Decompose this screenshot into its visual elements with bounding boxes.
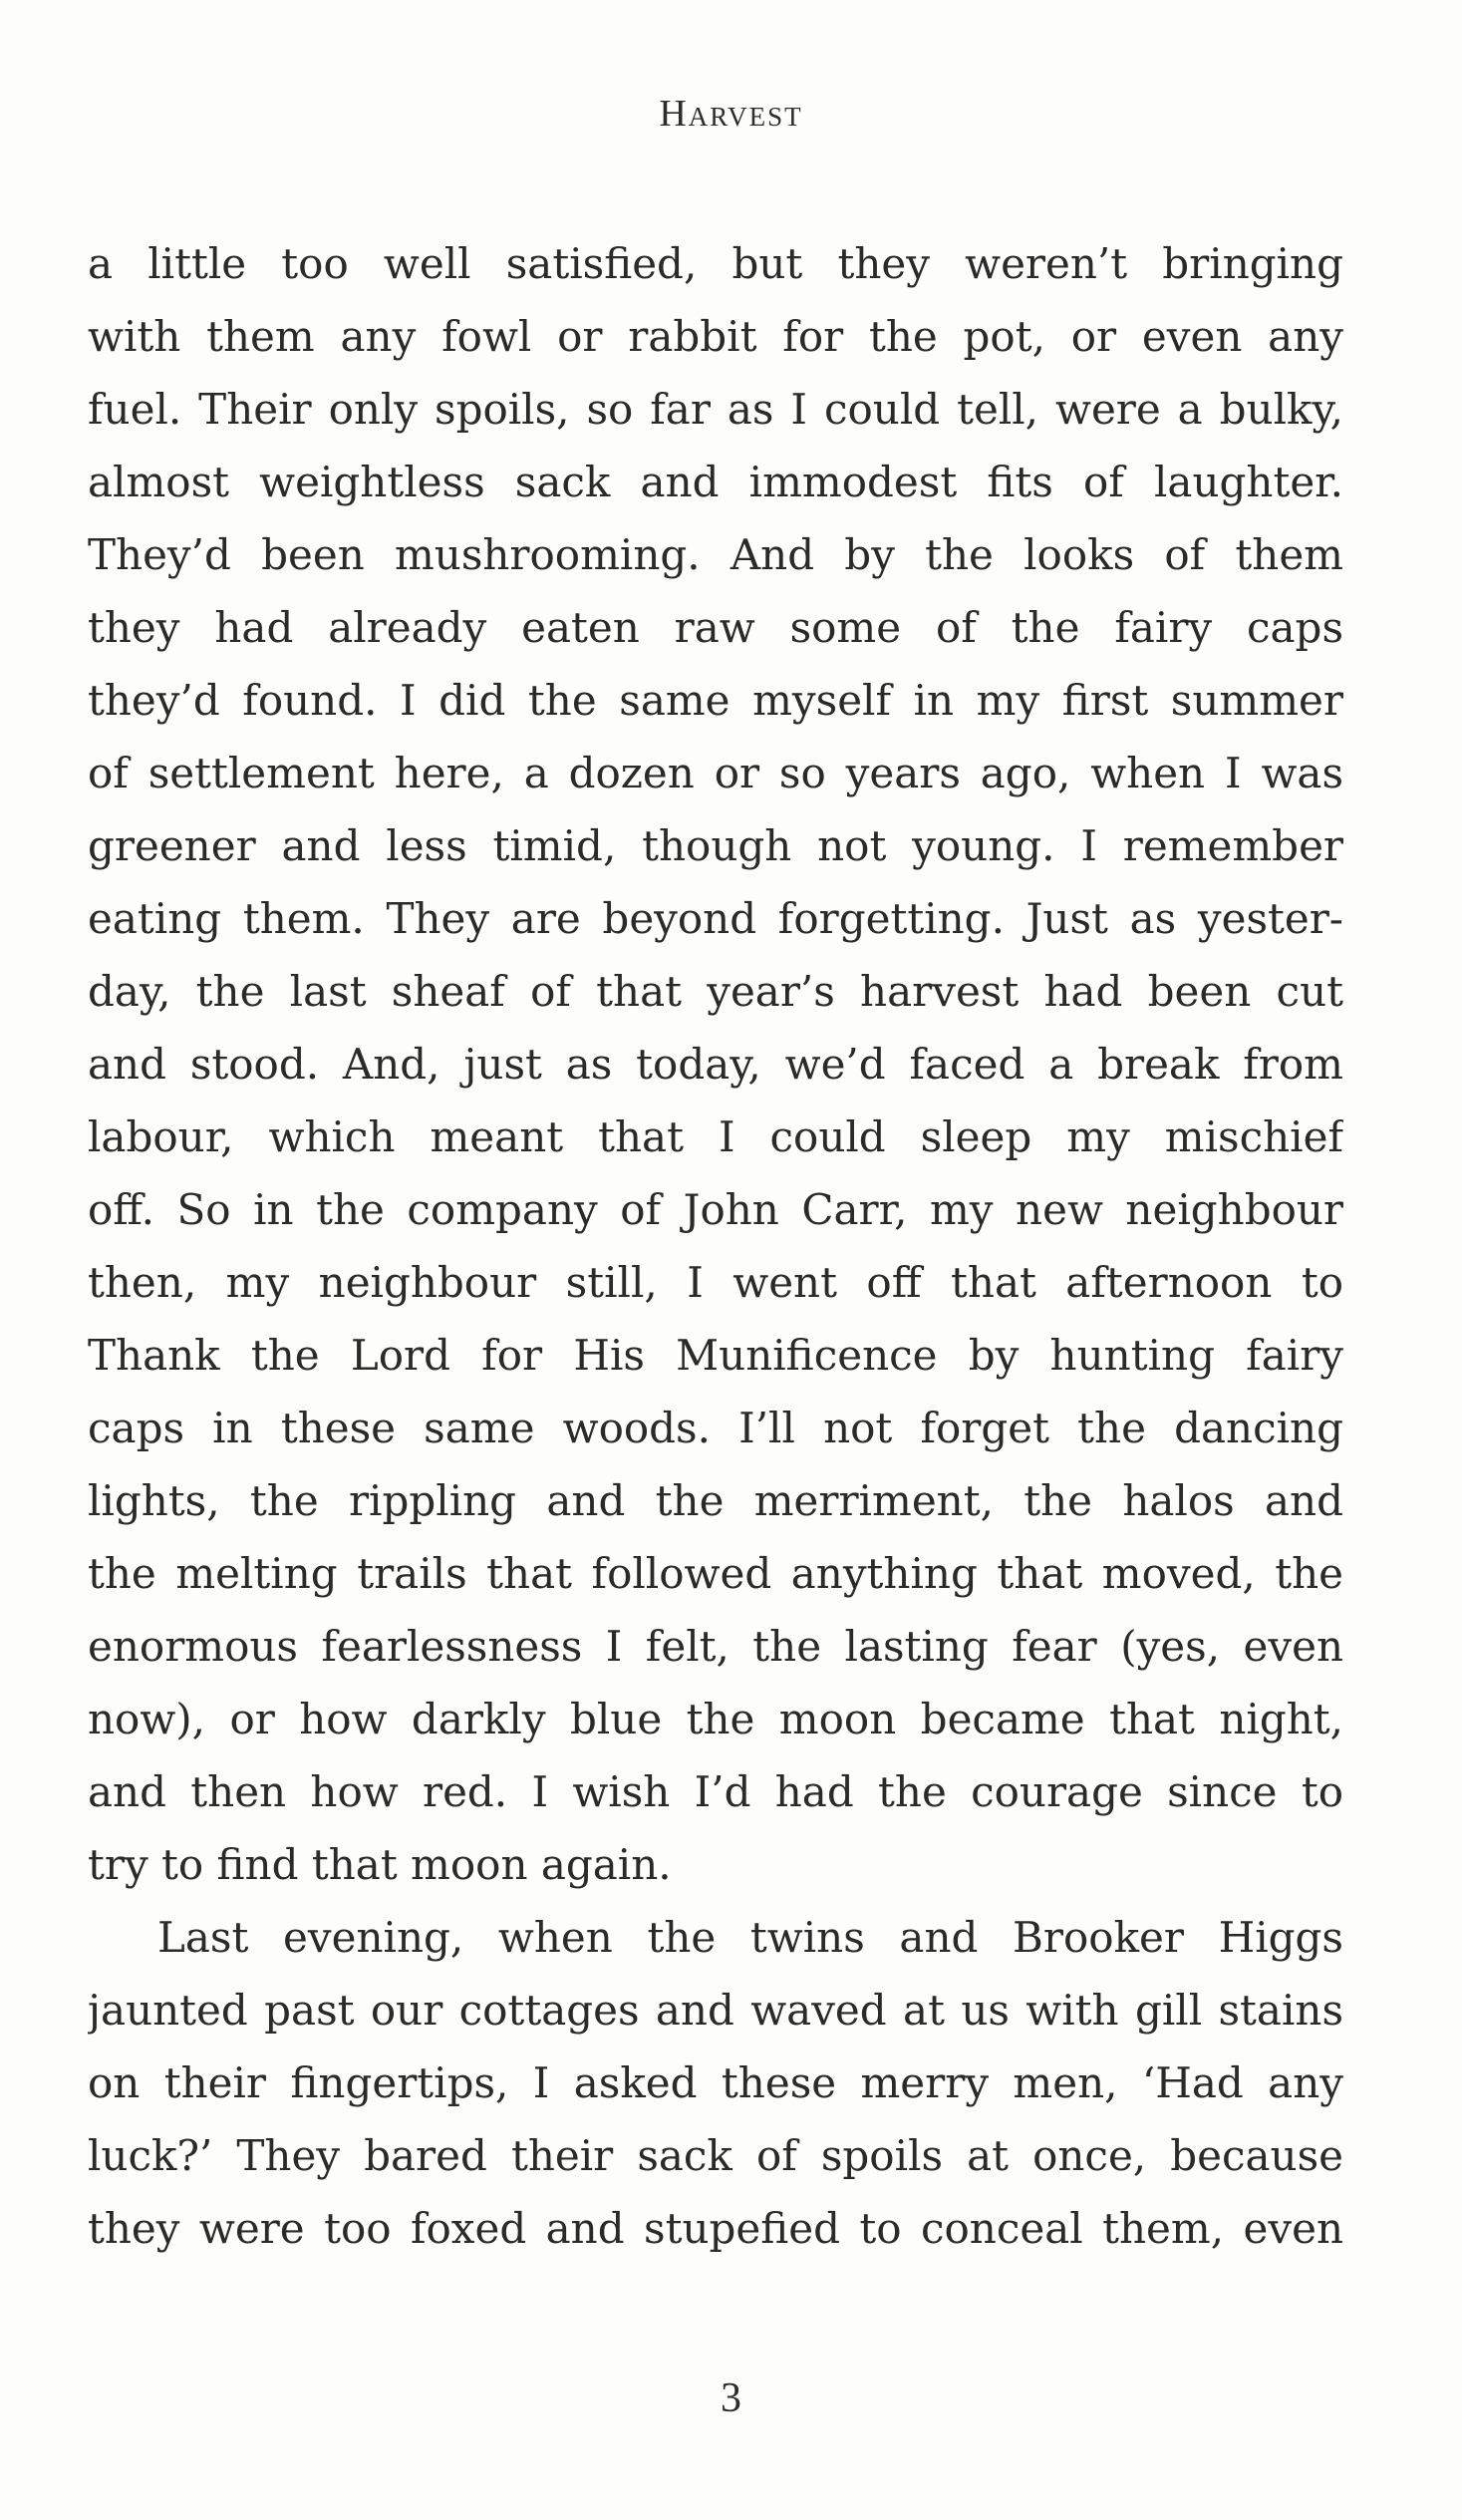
- text-line: eating them. They are beyond forgetting. Just as yester-: [88, 894, 1343, 943]
- text-line: Last evening, when the twins and Brooker Higgs: [157, 1913, 1343, 1962]
- text-line: Thank the Lord for His Munificence by hunting fairy: [88, 1331, 1343, 1380]
- text-line: of settlement here, a dozen or so years ago, when I was: [88, 749, 1343, 797]
- text-line: the melting trails that followed anything that moved, the: [88, 1549, 1343, 1598]
- text-line: luck?’ They bared their sack of spoils at once, because: [88, 2131, 1343, 2180]
- running-header: Harvest: [659, 93, 803, 135]
- text-line: they’d found. I did the same myself in my first summer: [88, 676, 1343, 725]
- text-line: on their fingertips, I asked these merry men, ‘Had any: [88, 2058, 1343, 2107]
- text-line: now), or how darkly blue the moon became that night,: [88, 1695, 1343, 1743]
- text-line: day, the last sheaf of that year’s harvest had been cut: [88, 967, 1343, 1016]
- text-line: fuel. Their only spoils, so far as I could tell, were a bulky,: [88, 385, 1343, 434]
- text-line: lights, the rippling and the merriment, the halos and: [88, 1476, 1343, 1525]
- text-line: then, my neighbour still, I went off that afternoon to: [88, 1258, 1343, 1307]
- text-line: jaunted past our cottages and waved at us with gill stains: [88, 1986, 1343, 2035]
- text-line: labour, which meant that I could sleep my mischief: [88, 1112, 1343, 1161]
- text-line: almost weightless sack and immodest fits of laughter.: [88, 458, 1343, 506]
- text-line: They’d been mushrooming. And by the looks of them: [88, 530, 1343, 579]
- text-line: and stood. And, just as today, we’d faced a break from: [88, 1040, 1343, 1089]
- text-line: they had already eaten raw some of the fairy caps: [88, 603, 1343, 652]
- text-line: a little too well satisfied, but they weren’t bringing: [88, 239, 1343, 288]
- text-line: with them any fowl or rabbit for the pot, or even any: [88, 312, 1343, 361]
- text-line: and then how red. I wish I’d had the courage since to: [88, 1767, 1343, 1816]
- page-number: 3: [721, 2375, 741, 2421]
- body-text: [88, 227, 1343, 2265]
- text-line: they were too foxed and stupefied to conceal them, even: [88, 2204, 1343, 2253]
- text-line: try to find that moon again.: [88, 1840, 672, 1889]
- text-line: enormous fearlessness I felt, the lasting fear (yes, even: [88, 1622, 1343, 1671]
- text-line: off. So in the company of John Carr, my new neighbour: [88, 1185, 1343, 1234]
- text-line: caps in these same woods. I’ll not forget the dancing: [88, 1404, 1343, 1452]
- text-line: greener and less timid, though not young. I remember: [88, 821, 1343, 870]
